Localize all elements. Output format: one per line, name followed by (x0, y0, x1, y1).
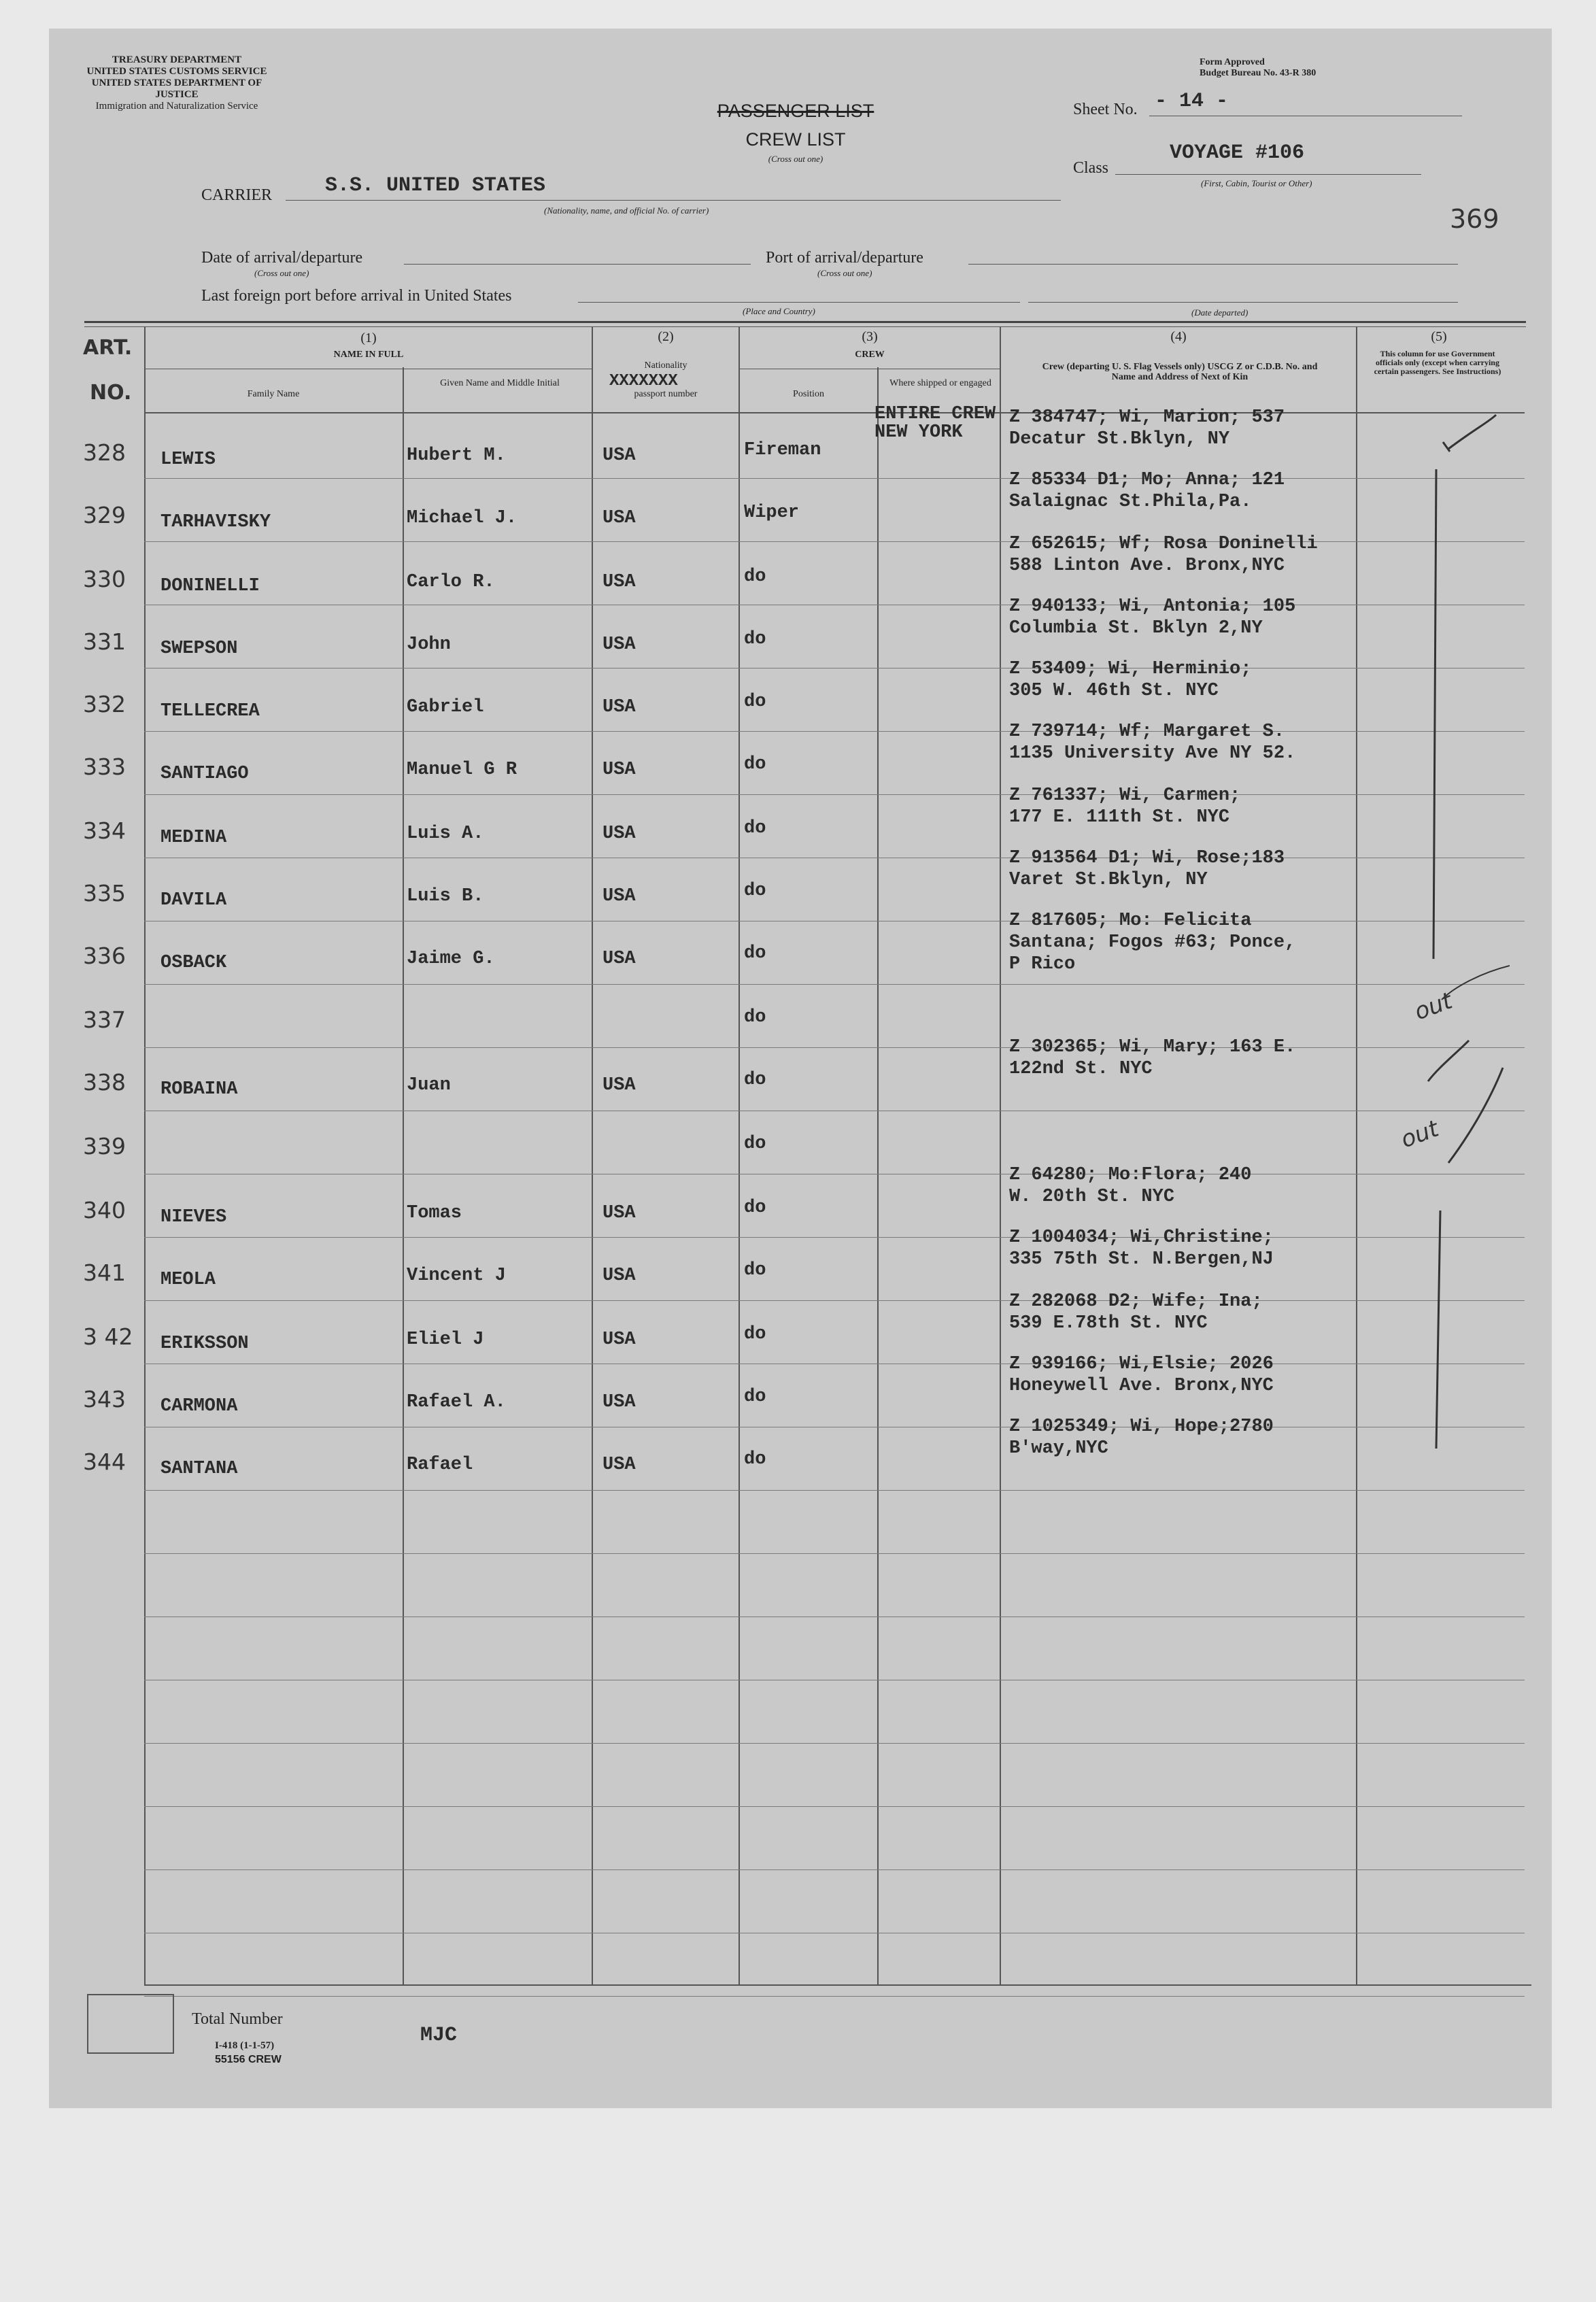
position: do (744, 943, 766, 964)
next-of-kin-line: Z 940133; Wi, Antonia; 105 (1009, 596, 1296, 617)
where-shipped-heading: Where shipped or engaged (889, 378, 991, 388)
form-approved: Form Approved (1200, 57, 1265, 67)
next-of-kin-line: Z 652615; Wf; Rosa Doninelli (1009, 534, 1318, 554)
next-of-kin-line: Z 85334 D1; Mo; Anna; 121 (1009, 470, 1285, 490)
next-of-kin-line: Honeywell Ave. Bronx,NYC (1009, 1376, 1274, 1396)
family-name: TELLECREA (160, 701, 260, 722)
family-name: TARHAVISKY (160, 512, 271, 532)
position: do (744, 629, 766, 649)
position: do (744, 1387, 766, 1407)
carrier-underline (286, 200, 1061, 201)
art-number: 3 42 (83, 1323, 133, 1350)
nationality: USA (602, 508, 636, 528)
next-of-kin-line: Varet St.Bklyn, NY (1009, 870, 1208, 890)
art-number: 336 (83, 943, 126, 969)
family-name: NIEVES (160, 1207, 227, 1228)
where-shipped: ENTIRE CREW NEW YORK (875, 404, 996, 443)
family-name: SANTIAGO (160, 764, 249, 784)
given-name: Tomas (407, 1203, 462, 1223)
next-of-kin-line: Z 761337; Wi, Carmen; (1009, 785, 1241, 806)
art-number: 341 (83, 1259, 126, 1286)
next-of-kin-line: W. 20th St. NYC (1009, 1187, 1175, 1207)
given-name: Eliel J (407, 1330, 484, 1350)
agency-line: Immigration and Naturalization Service (95, 101, 258, 112)
given-name: Hubert M. (407, 445, 506, 466)
next-of-kin-line: 335 75th St. N.Bergen,NJ (1009, 1249, 1274, 1270)
art-number: 338 (83, 1069, 126, 1096)
table-bottom-line (144, 1984, 1531, 1986)
out-mark-1: out (1410, 987, 1456, 1026)
col2-struck: XXXXXXX (609, 372, 678, 390)
family-name: ROBAINA (160, 1079, 238, 1100)
art-number: 344 (83, 1449, 126, 1475)
given-name: John (407, 634, 451, 655)
cross-out-hint: (Cross out one) (768, 154, 824, 164)
date-departed-underline (1028, 302, 1458, 303)
row-rule (144, 794, 1525, 795)
family-name: MEOLA (160, 1270, 216, 1290)
art-number: 330 (83, 566, 126, 592)
table-top-border-inner (84, 326, 1526, 327)
row-rule (144, 478, 1525, 479)
given-name: Rafael A. (407, 1392, 506, 1412)
given-name: Vincent J (407, 1266, 506, 1286)
row-rule (144, 1806, 1525, 1807)
position: Wiper (744, 503, 800, 523)
col2-number: (2) (658, 329, 674, 344)
given-name: Michael J. (407, 508, 517, 528)
position: do (744, 1134, 766, 1154)
next-of-kin-line: Z 302365; Wi, Mary; 163 E. (1009, 1037, 1296, 1057)
position: do (744, 881, 766, 901)
family-name: OSBACK (160, 953, 227, 973)
form-code: 55156 CREW (215, 2054, 282, 2065)
col2-sub: passport number (634, 389, 698, 399)
art-number: 335 (83, 880, 126, 907)
handwritten-marks (1401, 401, 1510, 1455)
carrier-hint: (Nationality, name, and official No. of carrier) (544, 205, 709, 216)
art-number: 339 (83, 1133, 126, 1160)
given-name: Manuel G R (407, 760, 517, 780)
art-number: 343 (83, 1386, 126, 1412)
given-name: Luis A. (407, 824, 484, 844)
next-of-kin-line: Z 939166; Wi,Elsie; 2026 (1009, 1354, 1274, 1374)
position: do (744, 1260, 766, 1281)
col-divider (1356, 326, 1357, 1986)
col-divider (738, 326, 740, 1986)
next-of-kin-line: Z 1004034; Wi,Christine; (1009, 1228, 1274, 1248)
col5-title: This column for use Government officials only (except when carrying certain passengers. See Instructions) (1374, 349, 1501, 376)
family-name: MEDINA (160, 828, 227, 848)
position: do (744, 1324, 766, 1344)
nationality: USA (602, 824, 636, 844)
nationality: USA (602, 572, 636, 592)
budget-bureau: Budget Bureau No. 43-R 380 (1200, 68, 1317, 78)
next-of-kin-line: 1135 University Ave NY 52. (1009, 743, 1296, 764)
col-divider (144, 326, 146, 1986)
class-value: VOYAGE #106 (1170, 141, 1305, 165)
col5-number: (5) (1431, 329, 1447, 344)
given-name: Jaime G. (407, 949, 495, 969)
col-divider (1000, 326, 1001, 1986)
row-rule (144, 1996, 1525, 1997)
position: do (744, 692, 766, 712)
given-name: Rafael (407, 1455, 473, 1475)
port-hint: (Cross out one) (817, 268, 872, 278)
family-name: SANTANA (160, 1459, 238, 1479)
next-of-kin-line: Z 913564 D1; Wi, Rose;183 (1009, 848, 1285, 868)
art-number: 328 (83, 439, 126, 466)
position: do (744, 566, 766, 587)
sheet-value: - 14 - (1155, 90, 1229, 113)
last-port-label: Last foreign port before arrival in United States (201, 287, 512, 305)
row-rule (144, 1743, 1525, 1744)
col3-title: CREW (855, 350, 885, 360)
date-underline (404, 264, 751, 265)
position-heading: Position (793, 389, 824, 399)
nationality: USA (602, 1075, 636, 1096)
given-name: Carlo R. (407, 572, 495, 592)
position: do (744, 1198, 766, 1218)
nationality: USA (602, 634, 636, 655)
last-port-underline (578, 302, 1020, 303)
next-of-kin-line: Z 1025349; Wi, Hope;2780 (1009, 1417, 1274, 1437)
position: do (744, 754, 766, 775)
nationality: USA (602, 949, 636, 969)
row-rule (144, 1490, 1525, 1491)
carrier-label: CARRIER (201, 186, 273, 204)
col-divider (592, 326, 593, 1986)
place-hint: (Place and Country) (743, 306, 815, 316)
family-name: SWEPSON (160, 639, 238, 659)
row-rule (144, 1237, 1525, 1238)
agency-block (75, 54, 279, 112)
next-of-kin-line: 539 E.78th St. NYC (1009, 1313, 1208, 1334)
nationality: USA (602, 1330, 636, 1350)
given-name: Luis B. (407, 886, 484, 907)
no-label: NO. (90, 381, 132, 405)
agency-line: UNITED STATES DEPARTMENT OF JUSTICE (91, 78, 262, 100)
port-underline (968, 264, 1458, 265)
row-rule (144, 984, 1525, 985)
col1-title: NAME IN FULL (333, 350, 404, 360)
col4-number: (4) (1170, 329, 1187, 344)
row-rule (144, 1553, 1525, 1554)
col4-title: Crew (departing U. S. Flag Vessels only) USCG Z or C.D.B. No. and Name and Address of Next of Kin (1042, 362, 1318, 382)
initials: MJC (420, 2024, 458, 2047)
next-of-kin-line: P Rico (1009, 954, 1076, 975)
nationality: USA (602, 886, 636, 907)
nationality: USA (602, 1203, 636, 1223)
total-number-label: Total Number (192, 2010, 283, 2028)
art-label: ART. (83, 336, 133, 360)
next-of-kin-line: 122nd St. NYC (1009, 1059, 1153, 1079)
family-name: LEWIS (160, 450, 216, 470)
date-departed-hint: (Date departed) (1191, 307, 1249, 318)
next-of-kin-line: Z 53409; Wi, Herminio; (1009, 659, 1252, 679)
next-of-kin-line: 305 W. 46th St. NYC (1009, 681, 1219, 701)
col1-number: (1) (360, 331, 377, 345)
next-of-kin-line: Z 739714; Wf; Margaret S. (1009, 722, 1285, 742)
next-of-kin-line: Z 817605; Mo: Felicita (1009, 911, 1252, 931)
total-number-box (87, 1994, 174, 2054)
nationality: USA (602, 760, 636, 780)
class-underline (1115, 174, 1421, 175)
nationality: USA (602, 1392, 636, 1412)
family-name: DAVILA (160, 890, 227, 911)
given-name: Juan (407, 1075, 451, 1096)
header-bottom-line (144, 412, 1525, 413)
row-rule (144, 1047, 1525, 1048)
col2-title: Nationality (644, 360, 687, 371)
nationality: USA (602, 1266, 636, 1286)
position: do (744, 1007, 766, 1028)
date-label: Date of arrival/departure (201, 249, 363, 267)
class-hint: (First, Cabin, Tourist or Other) (1201, 178, 1312, 188)
next-of-kin-line: 177 E. 111th St. NYC (1009, 807, 1230, 828)
family-name: ERIKSSON (160, 1334, 249, 1354)
family-name-heading: Family Name (247, 389, 300, 399)
position: do (744, 1449, 766, 1470)
class-label: Class (1073, 159, 1109, 177)
position: do (744, 1070, 766, 1090)
page-number: 369 (1450, 204, 1499, 234)
nationality: USA (602, 697, 636, 717)
next-of-kin-line: 588 Linton Ave. Bronx,NYC (1009, 556, 1285, 576)
art-number: 334 (83, 817, 126, 844)
passenger-list-title: PASSENGER LIST (717, 101, 875, 121)
next-of-kin-line: Z 64280; Mo:Flora; 240 (1009, 1165, 1252, 1185)
carrier-value: S.S. UNITED STATES (325, 174, 546, 197)
position: Fireman (744, 440, 821, 460)
position: do (744, 818, 766, 839)
art-number: 333 (83, 754, 126, 780)
agency-line: TREASURY DEPARTMENT (112, 54, 242, 65)
agency-line: UNITED STATES CUSTOMS SERVICE (86, 66, 267, 77)
next-of-kin-line: Salaignac St.Phila,Pa. (1009, 492, 1252, 512)
form-number: I-418 (1-1-57) (215, 2040, 275, 2051)
col3-number: (3) (862, 329, 878, 344)
given-name-heading: Given Name and Middle Initial (440, 378, 560, 388)
nationality: USA (602, 1455, 636, 1475)
next-of-kin-line: Columbia St. Bklyn 2,NY (1009, 618, 1263, 639)
row-rule (144, 1300, 1525, 1301)
art-number: 329 (83, 502, 126, 528)
out-mark-2: out (1397, 1115, 1442, 1154)
next-of-kin-line: B'way,NYC (1009, 1438, 1108, 1459)
art-number: 340 (83, 1197, 126, 1223)
table-top-border (84, 321, 1526, 323)
next-of-kin-line: Santana; Fogos #63; Ponce, (1009, 932, 1296, 953)
next-of-kin-line: Decatur St.Bklyn, NY (1009, 429, 1230, 450)
row-rule (144, 731, 1525, 732)
port-label: Port of arrival/departure (766, 249, 923, 267)
art-number: 332 (83, 691, 126, 717)
next-of-kin-line: Z 384747; Wi, Marion; 537 (1009, 407, 1285, 428)
given-name: Gabriel (407, 697, 484, 717)
family-name: DONINELLI (160, 576, 260, 596)
sheet-label: Sheet No. (1073, 101, 1138, 118)
art-number: 337 (83, 1006, 126, 1033)
art-number: 331 (83, 628, 126, 655)
next-of-kin-line: Z 282068 D2; Wife; Ina; (1009, 1291, 1263, 1312)
nationality: USA (602, 445, 636, 466)
family-name: CARMONA (160, 1396, 238, 1417)
crew-list-title: CREW LIST (745, 129, 846, 150)
date-hint: (Cross out one) (254, 268, 309, 278)
row-rule (144, 1869, 1525, 1870)
